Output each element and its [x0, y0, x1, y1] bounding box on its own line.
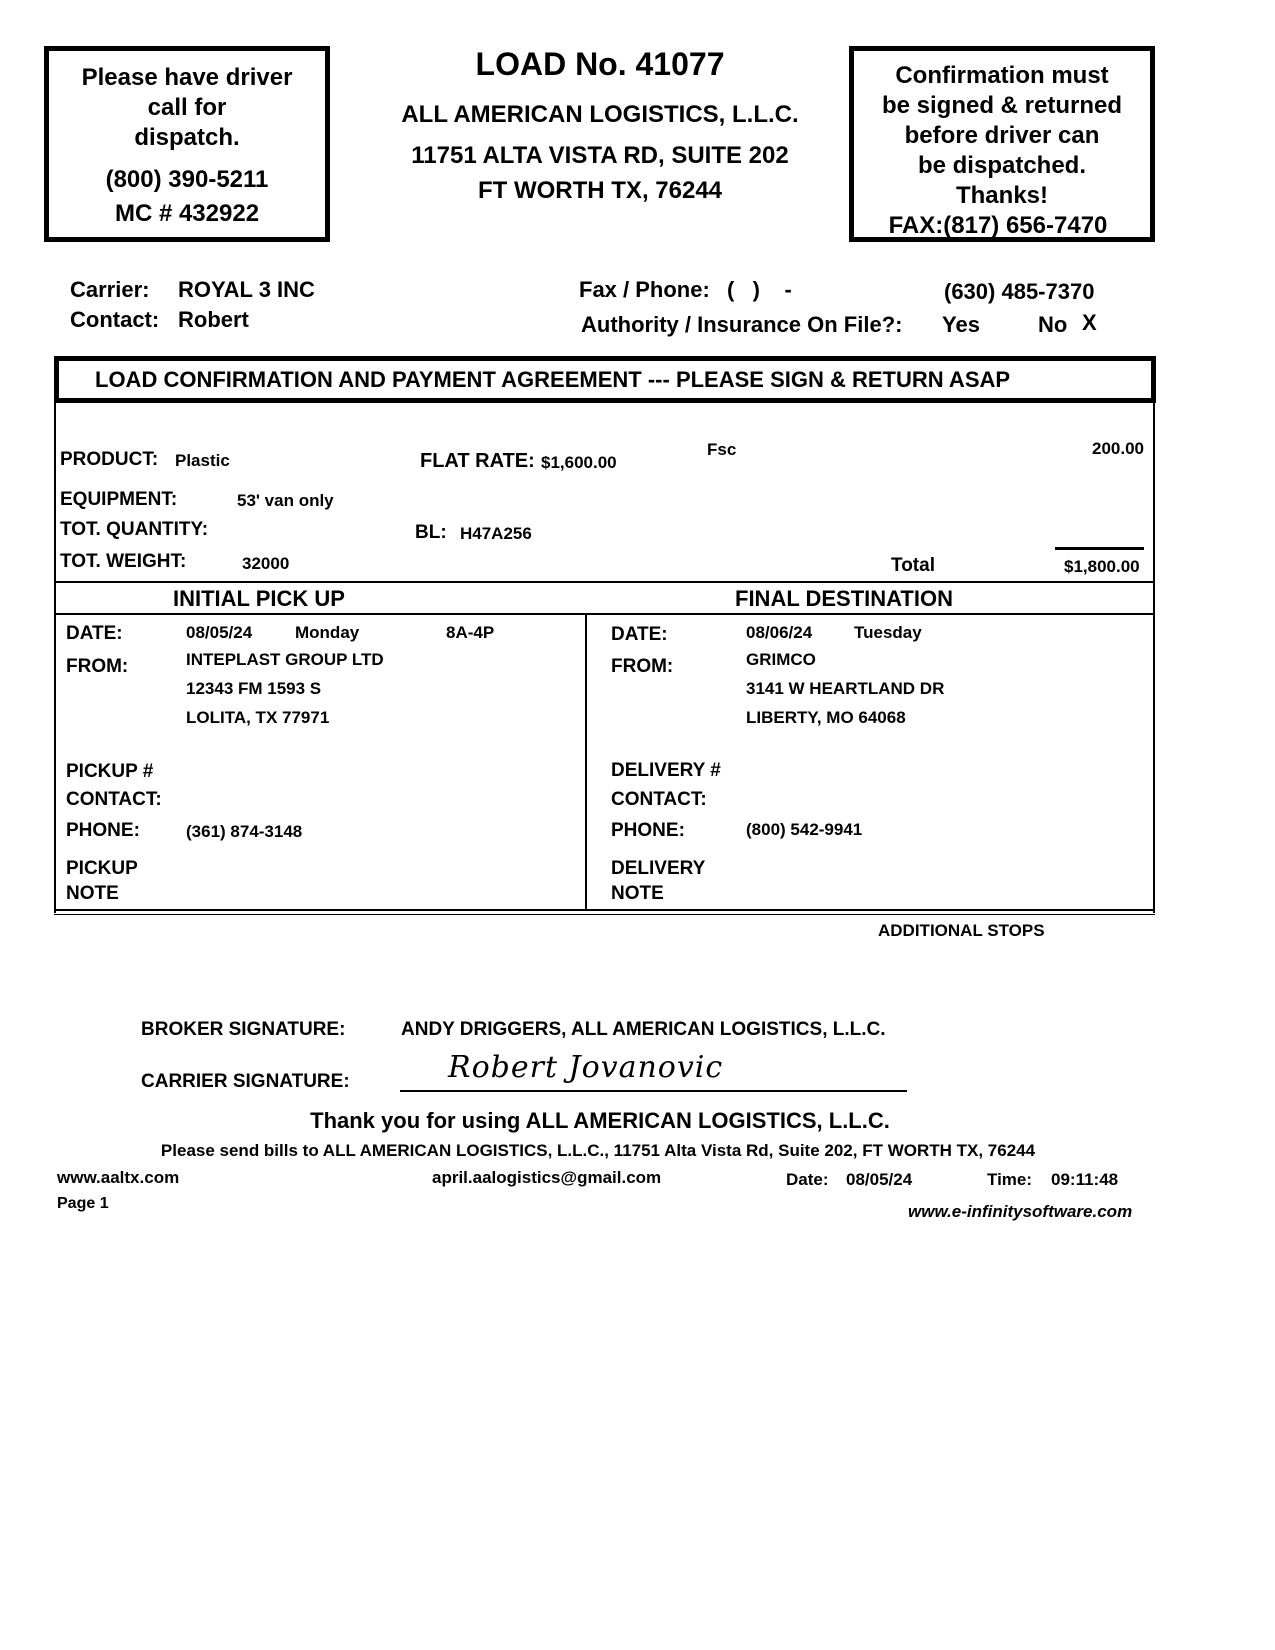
bl-label: BL: — [415, 522, 447, 543]
quantity-label: TOT. QUANTITY: — [60, 519, 209, 540]
thank-you-text: Thank you for using ALL AMERICAN LOGISTICS, L.L.C. — [310, 1108, 890, 1133]
delivery-number-label: DELIVERY # — [611, 760, 721, 781]
total-label: Total — [891, 555, 935, 576]
print-date-label: Date: — [786, 1170, 829, 1189]
pickup-from-name: INTEPLAST GROUP LTD — [186, 650, 384, 669]
confirm-line-5: Thanks! — [955, 182, 1048, 209]
carrier-label: Carrier: — [70, 277, 150, 302]
pickup-note-label-1: PICKUP — [66, 858, 138, 879]
stops-header-rule — [54, 613, 1155, 615]
pickup-time: 8A-4P — [446, 623, 495, 642]
pickup-date: 08/05/24 — [186, 623, 253, 642]
flat-rate-value: $1,600.00 — [541, 453, 617, 472]
delivery-date: 08/06/24 — [746, 623, 813, 642]
total-rule — [1055, 547, 1144, 550]
fax-line — [846, 211, 1150, 241]
delivery-day: Tuesday — [854, 623, 922, 642]
weight-label: TOT. WEIGHT: — [60, 551, 187, 572]
delivery-from-addr2: LIBERTY, MO 64068 — [746, 708, 906, 727]
carrier-fax: ( ) - — [727, 277, 792, 302]
equipment-value: 53' van only — [237, 491, 334, 510]
fax-label: FAX: — [888, 212, 944, 239]
pickup-from-label: FROM: — [66, 656, 129, 677]
bl-value: H47A256 — [460, 524, 532, 543]
dispatch-line-3: dispatch. — [134, 124, 240, 151]
dispatch-notice-box — [44, 46, 330, 242]
mc-number: MC # 432922 — [114, 200, 260, 227]
confirm-line-3: before driver can — [904, 122, 1100, 149]
delivery-note-label-2: NOTE — [611, 883, 664, 904]
company-name: ALL AMERICAN LOGISTICS, L.L.C. — [401, 101, 799, 128]
flat-rate-label: FLAT RATE: — [420, 450, 535, 472]
stops-bottom-rule-2 — [54, 914, 1155, 915]
delivery-note-label-1: DELIVERY — [611, 858, 706, 879]
fax-number: (817) 656-7470 — [943, 212, 1108, 239]
website-link[interactable]: www.aaltx.com — [57, 1168, 180, 1187]
contact-label: Contact: — [70, 307, 160, 332]
broker-signature-label: BROKER SIGNATURE: — [141, 1019, 346, 1040]
dispatch-phone: (800) 390-5211 — [105, 166, 269, 193]
product-value: Plastic — [175, 451, 230, 470]
pickup-contact-label: CONTACT: — [66, 789, 162, 810]
send-bills-text: Please send bills to ALL AMERICAN LOGISTICS, L.L.C., 11751 Alta Vista Rd, Suite 202, FT WORTH TX, 76244 — [160, 1141, 1036, 1160]
dispatch-line-2: call for — [147, 94, 227, 121]
delivery-heading: FINAL DESTINATION — [735, 586, 953, 611]
pickup-day: Monday — [295, 623, 360, 642]
carrier-signature-value: Robert Jovanovic — [448, 1050, 724, 1085]
fsc-value: 200.00 — [1092, 439, 1144, 458]
carrier-phone: (630) 485-7370 — [944, 279, 1095, 304]
delivery-from-label: FROM: — [611, 656, 674, 677]
pickup-note-label-2: NOTE — [66, 883, 119, 904]
delivery-date-label: DATE: — [611, 624, 668, 645]
delivery-phone: (800) 542-9941 — [746, 820, 863, 839]
print-date: 08/05/24 — [846, 1170, 913, 1189]
pickup-date-label: DATE: — [66, 623, 123, 644]
weight-value: 32000 — [242, 554, 290, 573]
pickup-phone-label: PHONE: — [66, 820, 140, 841]
dispatch-line-1: Please have driver — [81, 64, 293, 91]
authority-no-mark: X — [1082, 310, 1097, 335]
carrier-signature-line — [400, 1090, 907, 1092]
email-link[interactable]: april.aalogistics@gmail.com — [432, 1168, 662, 1187]
delivery-phone-label: PHONE: — [611, 820, 685, 841]
stops-bottom-rule-1 — [54, 909, 1155, 911]
pickup-heading: INITIAL PICK UP — [173, 586, 345, 611]
fsc-label: Fsc — [707, 440, 737, 459]
carrier-signature-label: CARRIER SIGNATURE: — [141, 1071, 350, 1092]
carrier-name: ROYAL 3 INC — [178, 277, 315, 302]
page-number: Page 1 — [57, 1195, 109, 1212]
delivery-from-addr1: 3141 W HEARTLAND DR — [746, 679, 945, 698]
stops-top-rule — [54, 581, 1155, 583]
section-left-border — [54, 403, 56, 913]
authority-label: Authority / Insurance On File?: — [581, 312, 903, 337]
authority-yes: Yes — [942, 312, 980, 337]
product-label: PRODUCT: — [60, 449, 159, 470]
total-value: $1,800.00 — [1064, 557, 1140, 576]
delivery-from-name: GRIMCO — [746, 650, 816, 669]
broker-signature-value: ANDY DRIGGERS, ALL AMERICAN LOGISTICS, L.L.C. — [401, 1019, 886, 1040]
confirm-line-2: be signed & returned — [881, 92, 1123, 119]
fax-phone-label: Fax / Phone: — [579, 277, 710, 302]
company-address-1: 11751 ALTA VISTA RD, SUITE 202 — [411, 142, 789, 169]
pickup-from-addr1: 12343 FM 1593 S — [186, 679, 322, 698]
authority-no: No — [1038, 312, 1068, 337]
confirm-line-1: Confirmation must — [895, 62, 1109, 89]
pickup-from-addr2: LOLITA, TX 77971 — [186, 708, 330, 727]
company-address-2: FT WORTH TX, 76244 — [477, 177, 723, 204]
contact-name: Robert — [178, 307, 249, 332]
section-right-border — [1153, 403, 1155, 913]
confirm-line-4: be dispatched. — [917, 152, 1087, 179]
confirmation-notice-box — [849, 46, 1155, 242]
pickup-phone: (361) 874-3148 — [186, 822, 303, 841]
delivery-contact-label: CONTACT: — [611, 789, 707, 810]
equipment-label: EQUIPMENT: — [60, 489, 178, 510]
agreement-title: LOAD CONFIRMATION AND PAYMENT AGREEMENT --- PLEASE SIGN & RETURN ASAP — [95, 367, 1011, 392]
software-link[interactable]: www.e-infinitysoftware.com — [908, 1202, 1133, 1221]
additional-stops-label: ADDITIONAL STOPS — [878, 921, 1045, 940]
load-number: LOAD No. 41077 — [475, 46, 725, 82]
pickup-number-label: PICKUP # — [66, 761, 154, 782]
print-time: 09:11:48 — [1051, 1170, 1119, 1189]
agreement-banner — [54, 356, 1156, 403]
print-time-label: Time: — [987, 1170, 1033, 1189]
stops-divider — [585, 615, 587, 911]
